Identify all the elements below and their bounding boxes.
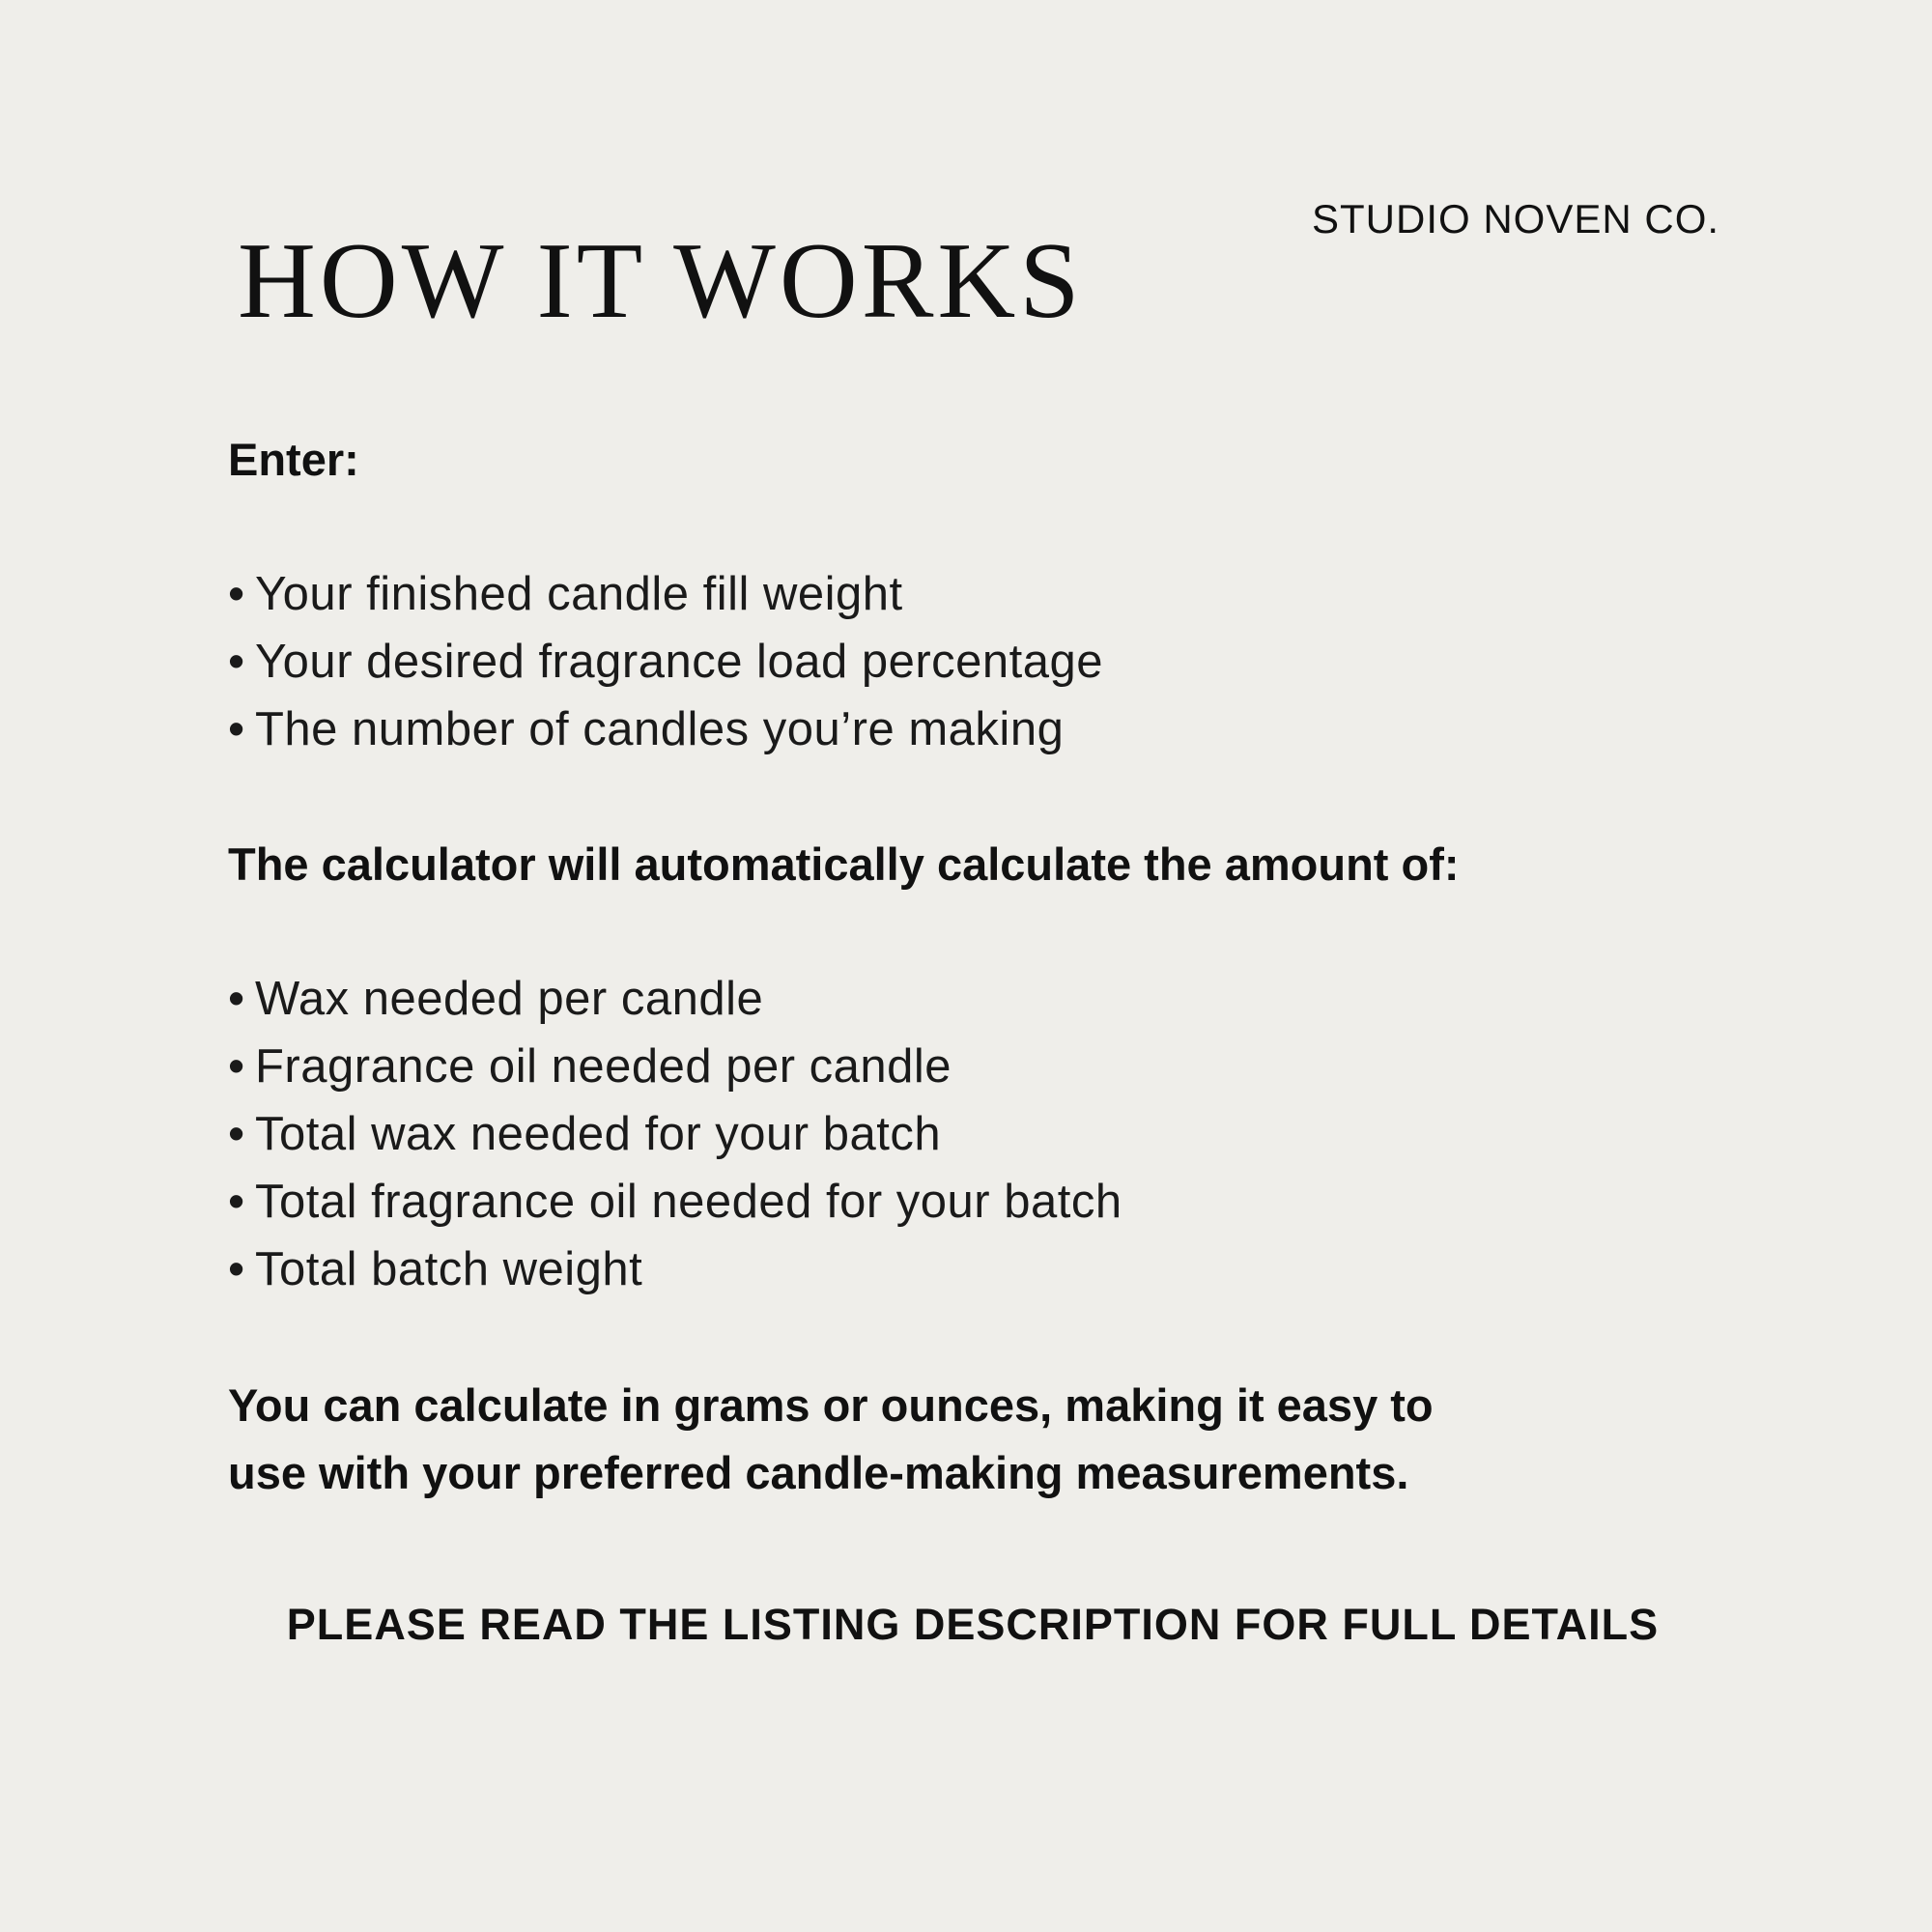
list-item-label: Total wax needed for your batch [255,1108,942,1160]
bullet-icon: • [228,1040,245,1093]
list-item [228,1100,1122,1168]
bullet-icon: • [228,973,245,1025]
list-item [228,696,1103,763]
enter-list [228,560,1103,763]
list-item-label: Fragrance oil needed per candle [255,1040,952,1093]
bullet-icon: • [228,636,245,688]
list-item [228,965,1122,1033]
units-note-line: use with your preferred candle-making measurements. [228,1447,1409,1498]
bullet-icon: • [228,1176,245,1228]
list-item-label: The number of candles you’re making [255,703,1065,755]
list-item-label: Your finished candle fill weight [255,568,903,620]
page-title: HOW IT WORKS [238,221,1084,341]
list-item [228,1168,1122,1236]
brand-name: STUDIO NOVEN CO. [1312,196,1720,242]
calculator-list [228,965,1122,1303]
enter-heading: Enter: [228,434,359,485]
list-item [228,628,1103,696]
calculator-heading: The calculator will automatically calculate the amount of: [228,838,1460,890]
bullet-icon: • [228,568,245,620]
list-item-label: Total fragrance oil needed for your batch [255,1176,1122,1228]
listing-description-notice: PLEASE READ THE LISTING DESCRIPTION FOR FULL DETAILS [286,1600,1660,1649]
list-item [228,1236,1122,1303]
list-item-label: Total batch weight [255,1243,643,1295]
list-item [228,560,1103,628]
bullet-icon: • [228,1243,245,1295]
bullet-icon: • [228,1108,245,1160]
bullet-icon: • [228,703,245,755]
units-note [228,1372,1735,1507]
units-note-line: You can calculate in grams or ounces, making it easy to [228,1379,1434,1431]
list-item [228,1033,1122,1100]
list-item-label: Your desired fragrance load percentage [255,636,1104,688]
list-item-label: Wax needed per candle [255,973,764,1025]
